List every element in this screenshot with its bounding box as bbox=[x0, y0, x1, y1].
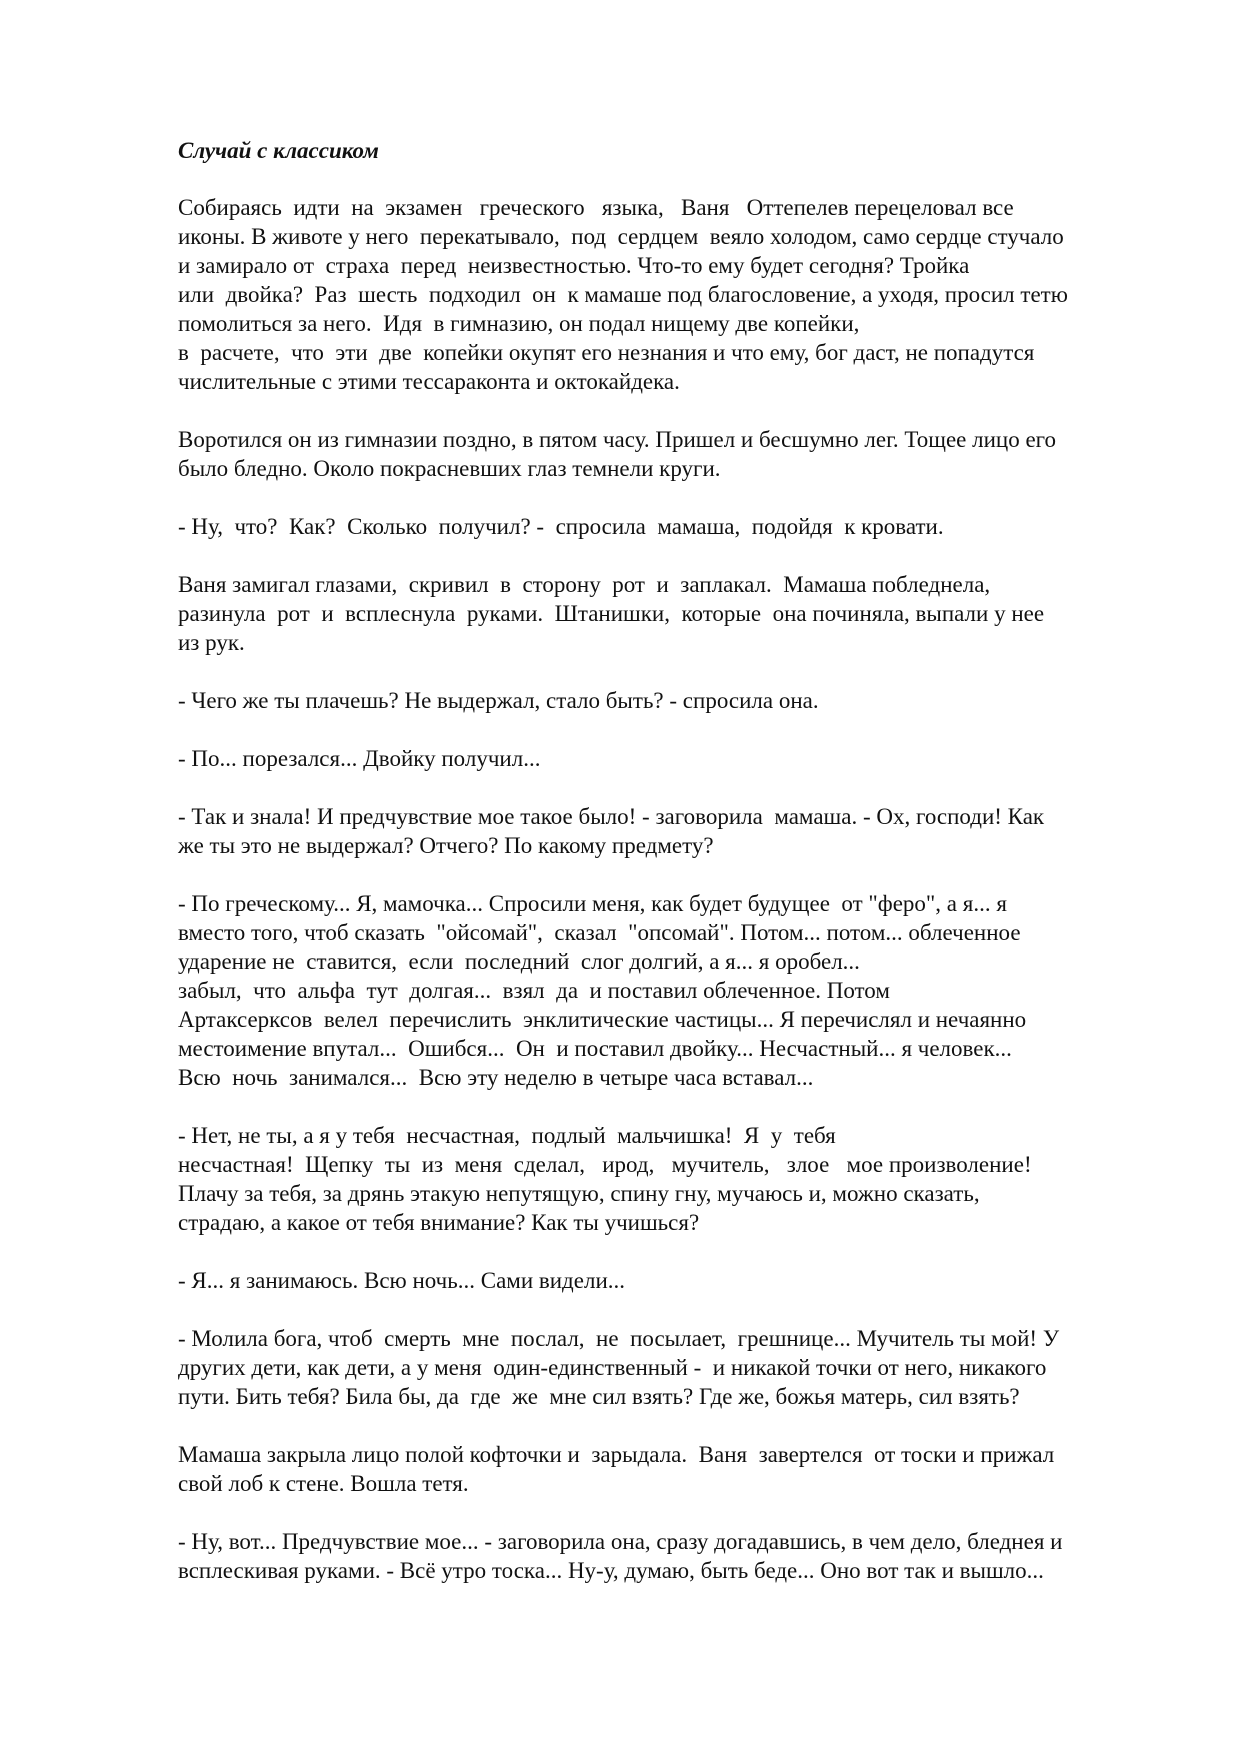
paragraph bbox=[178, 686, 1168, 715]
text-line: вместо того, чтоб сказать "ойсомай", сказал "опсомай". Потом... потом... облеченное bbox=[178, 920, 1021, 945]
text-line: свой лоб к стене. Вошла тетя. bbox=[178, 1471, 469, 1496]
paragraph bbox=[178, 193, 1168, 396]
text-line: - Я... я занимаюсь. Всю ночь... Сами видели... bbox=[178, 1268, 626, 1293]
paragraph bbox=[178, 1266, 1168, 1295]
text-line: - Так и знала! И предчувствие мое такое было! - заговорила мамаша. - Ох, господи! Как bbox=[178, 804, 1045, 829]
paragraph bbox=[178, 1440, 1168, 1498]
text-line: Артаксерксов велел перечислить энклитические частицы... Я перечислял и нечаянно bbox=[178, 1007, 1027, 1032]
text-line: - Чего же ты плачешь? Не выдержал, стало быть? - спросила она. bbox=[178, 688, 819, 713]
text-line: разинула рот и всплеснула руками. Штанишки, которые она починяла, выпали у нее bbox=[178, 601, 1045, 626]
text-line: несчастная! Щепку ты из меня сделал, ирод, мучитель, злое мое произволение! bbox=[178, 1152, 1032, 1177]
paragraph bbox=[178, 570, 1168, 657]
text-line: же ты это не выдержал? Отчего? По какому предмету? bbox=[178, 833, 714, 858]
text-line: Всю ночь занимался... Всю эту неделю в четыре часа вставал... bbox=[178, 1065, 814, 1090]
text-line: или двойка? Раз шесть подходил он к мамаше под благословение, а уходя, просил тетю bbox=[178, 282, 1068, 307]
text-line: Собираясь идти на экзамен греческого языка, Ваня Оттепелев перецеловал все bbox=[178, 195, 1014, 220]
text-line: помолиться за него. Идя в гимназию, он подал нищему две копейки, bbox=[178, 311, 860, 336]
text-line: других дети, как дети, а у меня один-единственный - и никакой точки от него, никакого bbox=[178, 1355, 1047, 1380]
text-line: Плачу за тебя, за дрянь этакую непутящую, спину гну, мучаюсь и, можно сказать, bbox=[178, 1181, 980, 1206]
text-line: всплескивая руками. - Всё утро тоска... Ну-у, думаю, быть беде... Оно вот так и вышло... bbox=[178, 1558, 1044, 1583]
paragraph bbox=[178, 744, 1168, 773]
text-line: Воротился он из гимназии поздно, в пятом часу. Пришел и бесшумно лег. Тощее лицо его bbox=[178, 427, 1057, 452]
document-page bbox=[178, 136, 1168, 1614]
paragraph bbox=[178, 1527, 1168, 1585]
paragraph bbox=[178, 425, 1168, 483]
text-line: - Нет, не ты, а я у тебя несчастная, подлый мальчишка! Я у тебя bbox=[178, 1123, 836, 1148]
text-line: пути. Бить тебя? Била бы, да где же мне сил взять? Где же, божья матерь, сил взять? bbox=[178, 1384, 1020, 1409]
text-line: иконы. В животе у него перекатывало, под сердцем веяло холодом, само сердце стучало bbox=[178, 224, 1064, 249]
text-line: из рук. bbox=[178, 630, 245, 655]
paragraph bbox=[178, 889, 1168, 1092]
text-line: Ваня замигал глазами, скривил в сторону рот и заплакал. Мамаша побледнела, bbox=[178, 572, 991, 597]
text-line: числительные с этими тессараконта и октокайдека. bbox=[178, 369, 680, 394]
document-body bbox=[178, 193, 1168, 1585]
paragraph bbox=[178, 802, 1168, 860]
text-line: - Молила бога, чтоб смерть мне послал, не посылает, грешнице... Мучитель ты мой! У bbox=[178, 1326, 1060, 1351]
paragraph bbox=[178, 512, 1168, 541]
text-line: забыл, что альфа тут долгая... взял да и поставил облеченное. Потом bbox=[178, 978, 890, 1003]
text-line: было бледно. Около покрасневших глаз темнели круги. bbox=[178, 456, 721, 481]
text-line: Мамаша закрыла лицо полой кофточки и зарыдала. Ваня завертелся от тоски и прижал bbox=[178, 1442, 1055, 1467]
text-line: - Ну, что? Как? Сколько получил? - спросила мамаша, подойдя к кровати. bbox=[178, 514, 944, 539]
text-line: - Ну, вот... Предчувствие мое... - заговорила она, сразу догадавшись, в чем дело, бледнея и bbox=[178, 1529, 1063, 1554]
paragraph bbox=[178, 1121, 1168, 1237]
text-line: - По греческому... Я, мамочка... Спросили меня, как будет будущее от "феро", а я... я bbox=[178, 891, 1007, 916]
paragraph bbox=[178, 1324, 1168, 1411]
text-line: - По... порезался... Двойку получил... bbox=[178, 746, 541, 771]
text-line: страдаю, а какое от тебя внимание? Как ты учишься? bbox=[178, 1210, 700, 1235]
document-title: Случай с классиком bbox=[178, 138, 379, 163]
text-line: и замирало от страха перед неизвестностью. Что-то ему будет сегодня? Тройка bbox=[178, 253, 970, 278]
text-line: ударение не ставится, если последний слог долгий, а я... я оробел... bbox=[178, 949, 860, 974]
text-line: в расчете, что эти две копейки окупят его незнания и что ему, бог даст, не попадутся bbox=[178, 340, 1035, 365]
text-line: местоимение впутал... Ошибся... Он и поставил двойку... Несчастный... я человек... bbox=[178, 1036, 1012, 1061]
